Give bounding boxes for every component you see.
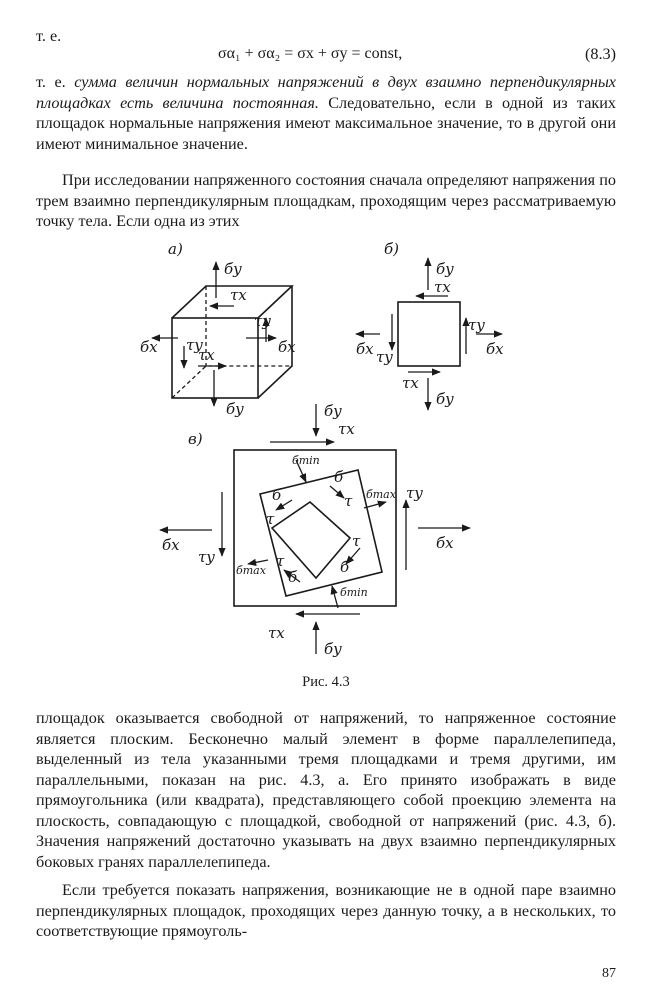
c-tau-x-top-label: τx bbox=[338, 420, 355, 438]
paragraph-4-text: Если требуется показать напряжения, возникающие не в одной паре взаимно перпендикулярных площадок, проходящих через данную точку, а в нескольких, то соответствующие прямоуголь- bbox=[36, 881, 616, 940]
figure-caption: Рис. 4.3 bbox=[302, 674, 350, 690]
equation-number: (8.3) bbox=[584, 45, 616, 63]
lead-text: т. е. bbox=[36, 27, 62, 45]
panel-b-square bbox=[356, 258, 502, 410]
a-sigma-x-left-label: бx bbox=[140, 338, 158, 356]
c-inner-sigma-4: б bbox=[288, 568, 298, 586]
b-tau-y-right-label: τy bbox=[468, 316, 485, 334]
c-inner-tau-2: τ bbox=[344, 492, 353, 510]
paragraph-1-prefix: т. е. bbox=[36, 73, 75, 91]
b-tau-y-left-label: τy bbox=[376, 348, 393, 366]
c-sigma-y-bottom-label: бy bbox=[324, 640, 342, 658]
formula-expression: σα₁ + σα₂ = σx + σy = const, bbox=[218, 45, 403, 62]
c-sigma-x-left-label: бx bbox=[162, 536, 180, 554]
a-tau-y-right-label: τy bbox=[254, 312, 271, 330]
b-tau-x-bottom-label: τx bbox=[402, 374, 419, 392]
b-tau-x-top-label: τx bbox=[434, 278, 451, 296]
formula-line bbox=[0, 44, 652, 70]
c-sigma-min-bottom-arrow bbox=[332, 586, 338, 608]
b-sigma-x-left-label: бx bbox=[356, 340, 374, 358]
page-number: 87 bbox=[602, 966, 616, 981]
c-inner-sigma-1: б bbox=[272, 486, 282, 504]
c-tau-y-left-label: τy bbox=[198, 548, 215, 566]
panel-a-label: а) bbox=[168, 240, 183, 258]
a-tau-x-top-label: τx bbox=[230, 286, 247, 304]
paragraph-1 bbox=[36, 72, 616, 154]
c-sigma-max-left-label: бmax bbox=[236, 564, 266, 577]
c-inner-sigma-2: б bbox=[334, 468, 344, 486]
c-sigma-max-right-arrow bbox=[364, 502, 386, 508]
c-sigma-y-top-label: бy bbox=[324, 402, 342, 420]
c-inner-arrow-2 bbox=[330, 486, 344, 498]
c-inner-tau-1: τ bbox=[266, 510, 275, 528]
b-sigma-y-bottom-label: бy bbox=[436, 390, 454, 408]
paragraph-2 bbox=[36, 170, 616, 232]
b-sigma-y-top-label: бy bbox=[436, 260, 454, 278]
paragraph-3: площадок оказывается свободной от напряжений, то напряженное состояние является плоским. Бесконечно малый элемент в форме параллелепипеда, выделенный из тела указанными тремя площадками и тремя другими, им параллельными, показан на рис. 4.3, а. Его принято изображать в виде прямоугольника (или квадрата), представляющего собой проекцию элемента на плоскость, совпадающую с площадкой, свободной от напряжений (рис. 4.3, б). Значения напряжений достаточно указывать на двух взаимно перпендикулярных боковых гранях параллелепипеда. bbox=[36, 709, 616, 871]
a-tau-x-bottom-label: τx bbox=[198, 346, 215, 364]
c-tau-y-right-label: τy bbox=[406, 484, 423, 502]
c-sigma-min-top-label: бmin bbox=[292, 454, 320, 467]
panel-b-label: б) bbox=[384, 240, 400, 258]
panel-c-label: в) bbox=[188, 430, 203, 448]
panel-c-rotated bbox=[160, 404, 470, 654]
paragraph-2-text: При исследовании напряженного состояния сначала определяют напряжения по трем взаимно перпендикулярным площадкам, проходящим через рассматриваемую точку тела. Если одна из этих bbox=[36, 171, 616, 230]
stress-figure bbox=[0, 230, 652, 670]
c-sigma-max-right-label: бmax bbox=[366, 488, 396, 501]
c-sigma-min-bottom-label: бmin bbox=[340, 586, 368, 599]
b-sigma-x-right-label: бx bbox=[486, 340, 504, 358]
paragraph-1-emphasis: сумма величин нормальных напряжений в двух взаимно перпендикулярных площадках есть величина постоянная. bbox=[36, 73, 616, 112]
c-inner-sigma-3: б bbox=[340, 558, 350, 576]
c-sigma-x-right-label: бx bbox=[436, 534, 454, 552]
a-sigma-y-bottom-label: бy bbox=[226, 400, 244, 418]
a-sigma-y-top-label: бy bbox=[224, 260, 242, 278]
panel-a-cube bbox=[152, 262, 292, 406]
c-inner-tau-4: τ bbox=[276, 552, 285, 570]
paragraph-1-rest: Следовательно, если в одной из таких площадок нормальные напряжения имеют максимальное значение, то в другой они имеют минимальное значение. bbox=[36, 93, 617, 153]
c-tau-x-bottom-label: τx bbox=[268, 624, 285, 642]
paragraph-4 bbox=[36, 880, 616, 942]
a-sigma-x-right-label: бx bbox=[278, 338, 296, 356]
c-inner-tau-3: τ bbox=[352, 532, 361, 550]
a-tau-y-left-label: τy bbox=[186, 336, 203, 354]
